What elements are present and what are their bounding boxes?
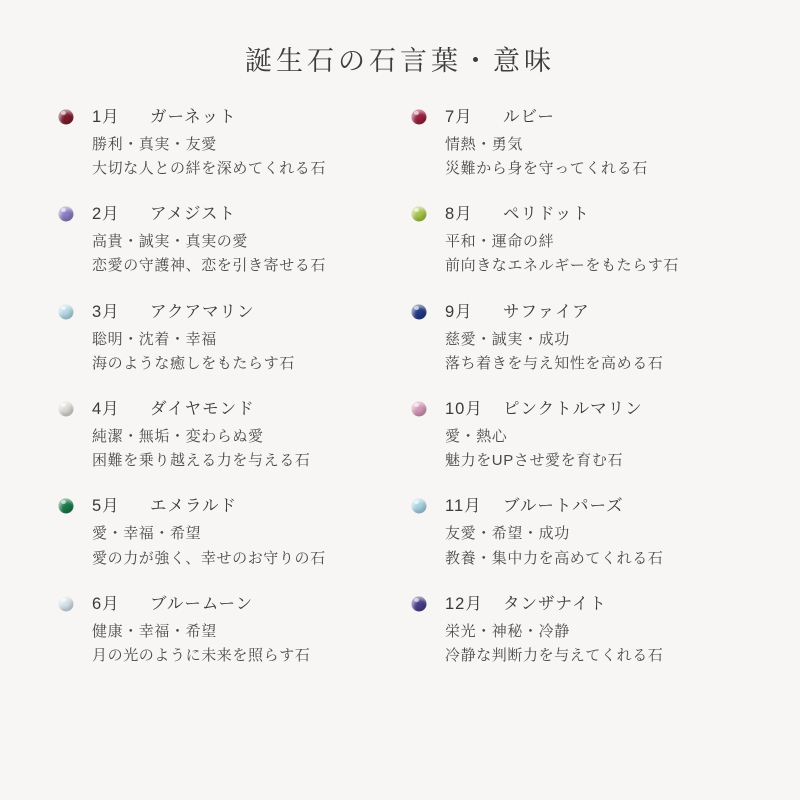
entry-heading — [92, 300, 395, 325]
list-item — [405, 494, 748, 570]
stone-phrase: 大切な人との絆を深めてくれる石 — [92, 160, 327, 178]
stone-keywords: 情熱・勇気 — [445, 135, 524, 153]
stone-name: ルビー — [503, 108, 555, 127]
stone-phrase: 月の光のように未来を照らす石 — [92, 646, 311, 664]
gem-facet — [414, 598, 419, 602]
gem-icon-ruby — [409, 107, 429, 127]
entry-heading — [92, 105, 395, 130]
gem-icon-blue-topaz — [409, 496, 429, 516]
gem-icon-bluemoon — [56, 594, 76, 614]
list-item — [405, 202, 748, 278]
entry-heading — [445, 105, 748, 130]
list-item — [405, 300, 748, 376]
stone-name: タンザナイト — [503, 594, 607, 613]
list-item — [52, 494, 395, 570]
gem-icon-aquamarine — [56, 302, 76, 322]
entry-heading — [445, 592, 748, 617]
stone-keywords: 健康・幸福・希望 — [92, 622, 217, 640]
stone-name: ダイヤモンド — [150, 400, 255, 419]
list-item — [52, 300, 395, 376]
gem-facet — [61, 306, 66, 310]
entry-heading — [445, 494, 748, 519]
entry-heading — [92, 494, 395, 519]
stone-phrase: 愛の力が強く、幸せのお守りの石 — [92, 549, 326, 567]
stone-keywords: 友愛・希望・成功 — [445, 525, 570, 543]
list-item — [52, 397, 395, 473]
list-item — [52, 105, 395, 181]
month-label: 10月 — [445, 400, 483, 419]
stone-phrase: 冷静な判断力を与えてくれる石 — [445, 646, 664, 664]
stone-keywords: 慈愛・誠実・成功 — [445, 330, 570, 348]
gem-facet — [61, 598, 66, 602]
list-item — [405, 397, 748, 473]
stone-name: アクアマリン — [150, 302, 255, 321]
stone-keywords: 聡明・沈着・幸福 — [92, 330, 217, 348]
month-label: 8月 — [445, 205, 473, 224]
stone-name: ペリドット — [503, 205, 590, 224]
gem-icon-amethyst — [56, 204, 76, 224]
gem-icon-pink-tourmaline — [409, 399, 429, 419]
stone-keywords: 愛・幸福・希望 — [92, 525, 202, 543]
gem-icon-garnet — [56, 107, 76, 127]
gem-icon-sapphire — [409, 302, 429, 322]
month-label: 9月 — [445, 302, 473, 321]
stone-name: ブルートパーズ — [503, 497, 624, 516]
month-label: 6月 — [92, 594, 120, 613]
stone-keywords: 平和・運命の絆 — [445, 233, 555, 251]
gem-icon-peridot — [409, 204, 429, 224]
stone-keywords: 高貴・誠実・真実の愛 — [92, 233, 249, 251]
stone-phrase: 恋愛の守護神、恋を引き寄せる石 — [92, 257, 327, 275]
month-label: 7月 — [445, 108, 473, 127]
stone-name: ガーネット — [150, 108, 237, 127]
stone-keywords: 純潔・無垢・変わらぬ愛 — [92, 427, 264, 445]
stone-keywords: 勝利・真実・友愛 — [92, 135, 217, 153]
entry-heading — [445, 397, 748, 422]
month-label: 4月 — [92, 400, 120, 419]
stone-phrase: 魅力をUPさせ愛を育む石 — [445, 452, 624, 470]
right-column — [405, 105, 748, 668]
stone-name: ピンクトルマリン — [503, 400, 643, 419]
stone-phrase: 災難から身を守ってくれる石 — [445, 160, 648, 178]
list-item — [405, 592, 748, 668]
left-column — [52, 105, 395, 668]
gem-facet — [414, 306, 419, 310]
entry-heading — [445, 202, 748, 227]
stone-keywords: 愛・熱心 — [445, 427, 508, 445]
gem-icon-diamond — [56, 399, 76, 419]
entry-heading — [92, 592, 395, 617]
entry-heading — [445, 300, 748, 325]
month-label: 2月 — [92, 205, 120, 224]
stone-phrase: 教養・集中力を高めてくれる石 — [445, 549, 664, 567]
stone-phrase: 落ち着きを与え知性を高める石 — [445, 354, 664, 372]
stone-name: エメラルド — [150, 497, 238, 516]
stone-keywords: 栄光・神秘・冷静 — [445, 622, 570, 640]
stone-name: サファイア — [503, 302, 590, 321]
stone-phrase: 困難を乗り越える力を与える石 — [92, 452, 311, 470]
stone-phrase: 前向きなエネルギーをもたらす石 — [445, 257, 680, 275]
list-item — [405, 105, 748, 181]
page-title: 誕生石の石言葉・意味 — [245, 46, 555, 76]
month-label: 12月 — [445, 594, 483, 613]
stone-name: アメジスト — [150, 205, 237, 224]
month-label: 5月 — [92, 497, 120, 516]
entry-heading — [92, 202, 395, 227]
month-label: 11月 — [445, 497, 482, 516]
month-label: 1月 — [92, 108, 120, 127]
month-label: 3月 — [92, 302, 120, 321]
list-item — [52, 202, 395, 278]
birthstone-columns — [30, 105, 770, 668]
gem-icon-emerald — [56, 496, 76, 516]
stone-phrase: 海のような癒しをもたらす石 — [92, 354, 295, 372]
gem-icon-tanzanite — [409, 594, 429, 614]
entry-heading — [92, 397, 395, 422]
stone-name: ブルームーン — [150, 594, 254, 613]
list-item — [52, 592, 395, 668]
